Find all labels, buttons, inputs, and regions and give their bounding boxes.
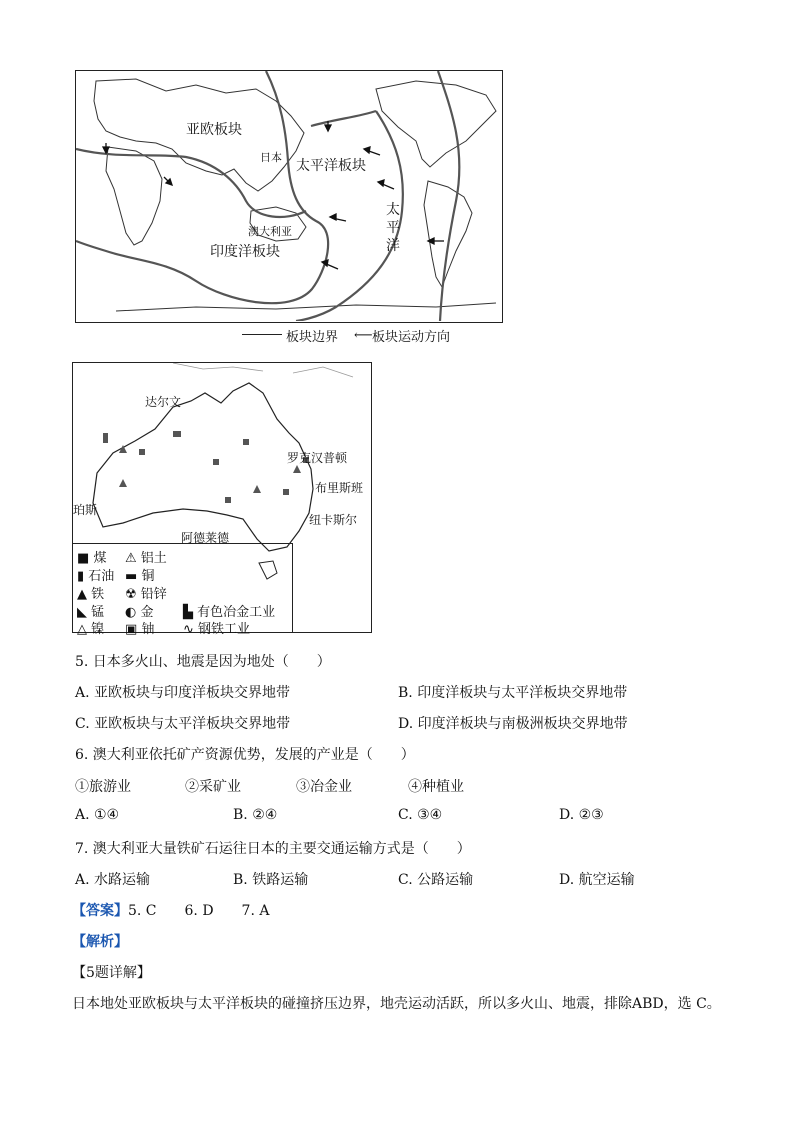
- uranium-icon: ▣: [125, 622, 138, 637]
- q5-option-c[interactable]: C. 亚欧板块与太平洋板块交界地带: [75, 716, 291, 732]
- analysis-tag: 【解析】: [72, 934, 128, 950]
- iron-icon: ▲: [77, 587, 87, 602]
- legend-leadzinc: ☢ 铅锌: [125, 587, 167, 602]
- legend-nonferrous: ▙ 有色冶金工业: [183, 605, 276, 620]
- legend-manganese: ◣ 锰: [77, 605, 105, 620]
- arrow-left-icon: ⟵: [354, 328, 373, 343]
- city-newcastle: 纽卡斯尔: [309, 513, 358, 527]
- city-perth: 珀斯: [73, 503, 98, 517]
- answer-tag: 【答案】: [72, 903, 128, 919]
- q6-option-a[interactable]: A. ①④: [75, 807, 120, 823]
- legend-direction: 板块运动方向: [372, 330, 451, 345]
- q6-option-d[interactable]: D. ②③: [559, 807, 604, 823]
- legend-oil: ▮ 石油: [77, 569, 115, 584]
- q6-option-c[interactable]: C. ③④: [398, 807, 443, 823]
- q6-stem: 6. 澳大利亚依托矿产资源优势，发展的产业是（ ）: [75, 747, 415, 763]
- city-brisbane: 布里斯班: [315, 481, 364, 495]
- city-rockhampton: 罗克汉普顿: [287, 451, 348, 465]
- legend-iron: ▲ 铁: [77, 587, 105, 602]
- legend-uranium: ▣ 铀: [125, 622, 155, 637]
- leadzinc-icon: ☢: [125, 587, 137, 602]
- q5-option-a[interactable]: A. 亚欧板块与印度洋板块交界地带: [75, 685, 291, 701]
- legend-bauxite: ⚠ 铝土: [125, 551, 167, 566]
- label-eurasia-plate: 亚欧板块: [186, 122, 242, 138]
- detail-tag: 【5题详解】: [72, 965, 151, 981]
- city-darwin: 达尔文: [145, 395, 182, 409]
- label-pacific-plate: 太平洋板块: [296, 158, 366, 174]
- label-ocean-2: 平: [386, 220, 400, 236]
- australia-resource-map: [72, 362, 372, 637]
- label-ocean-1: 太: [386, 202, 400, 218]
- legend-copper: ▬ 铜: [125, 569, 155, 584]
- answer-line: [72, 900, 269, 920]
- copper-icon: ▬: [125, 569, 138, 584]
- label-japan: 日本: [260, 151, 282, 164]
- oil-icon: ▮: [77, 569, 85, 584]
- coal-icon: ■: [77, 551, 90, 566]
- boundary-line-icon: [242, 334, 282, 335]
- legend-steel: ∿ 钢铁工业: [183, 622, 251, 637]
- factory-icon: ▙: [183, 605, 193, 620]
- manganese-icon: ◣: [77, 605, 87, 620]
- q7-stem: 7. 澳大利亚大量铁矿石运往日本的主要交通运输方式是（ ）: [75, 841, 471, 857]
- plate-map-drawing: [76, 71, 501, 321]
- q6-option-b[interactable]: B. ②④: [233, 807, 278, 823]
- nickel-icon: △: [77, 622, 87, 637]
- resource-legend: [73, 543, 293, 637]
- bauxite-icon: ⚠: [125, 551, 137, 566]
- q6-item-2: ②采矿业: [185, 779, 241, 795]
- legend-nickel: △ 镍: [77, 622, 105, 637]
- gold-icon: ◐: [125, 605, 137, 620]
- detail-text: 日本地处亚欧板块与太平洋板块的碰撞挤压边界，地壳运动活跃，所以多火山、地震，排除ABD，选 C。: [72, 996, 721, 1012]
- label-indian-plate: 印度洋板块: [210, 244, 280, 260]
- legend-coal: ■ 煤: [77, 551, 107, 566]
- city-adelaide: 阿德莱德: [181, 531, 230, 545]
- q7-option-b[interactable]: B. 铁路运输: [233, 872, 309, 888]
- q5-option-d[interactable]: D. 印度洋板块与南极洲板块交界地带: [398, 716, 628, 732]
- q7-option-d[interactable]: D. 航空运输: [559, 872, 635, 888]
- q6-item-4: ④种植业: [408, 779, 464, 795]
- q6-item-1: ①旅游业: [75, 779, 131, 795]
- label-ocean-3: 洋: [386, 238, 400, 254]
- q5-stem: 5. 日本多火山、地震是因为地处（ ）: [75, 654, 331, 670]
- legend-gold: ◐ 金: [125, 605, 154, 620]
- steel-icon: ∿: [183, 622, 194, 637]
- label-australia: 澳大利亚: [248, 225, 292, 238]
- q7-option-a[interactable]: A. 水路运输: [75, 872, 151, 888]
- legend-boundary: 板块边界: [286, 330, 339, 345]
- q5-option-b[interactable]: B. 印度洋板块与太平洋板块交界地带: [398, 685, 628, 701]
- answer-values: 5. C 6. D 7. A: [128, 903, 270, 919]
- plate-map: [75, 70, 503, 323]
- q6-item-3: ③冶金业: [296, 779, 352, 795]
- q7-option-c[interactable]: C. 公路运输: [398, 872, 474, 888]
